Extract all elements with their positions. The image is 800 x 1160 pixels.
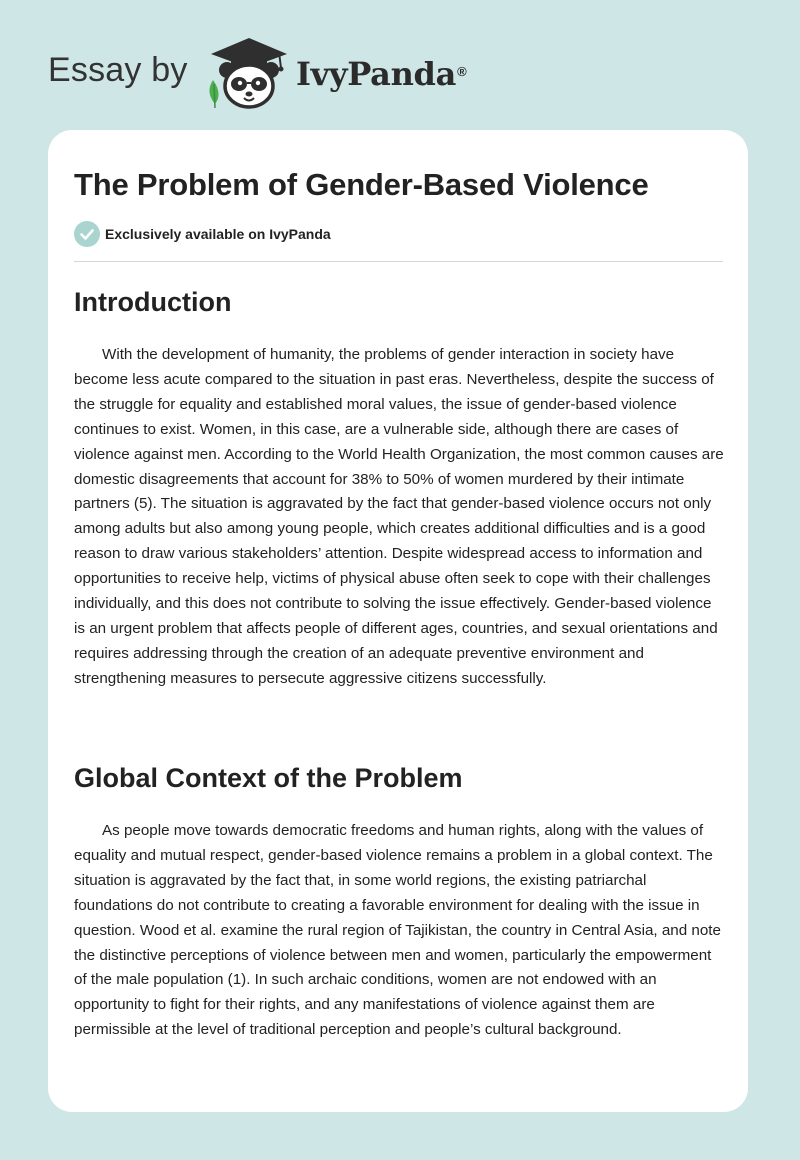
essay-card: [48, 130, 748, 1112]
site-header: [0, 0, 800, 130]
brand-name[interactable]: [296, 54, 466, 94]
introduction-paragraph: With the development of humanity, the problems of gender interaction in society have become less acute compared to the situation in past eras. Nevertheless, despite the success of the struggle for equality and established moral values, the issue of gender-based violence continues to exist. Women, in this case, are a vulnerable side, although there are cases of violence against men. According to the World Health Organization, the most common causes are domestic disagreements that account for 38% to 50% of women murdered by their intimate partners (5). The situation is aggravated by the fact that gender-based violence occurs not only among adults but also among young people, which creates additional difficulties and is a good reason to draw various stakeholders’ attention. Despite widespread access to information and opportunities to receive help, victims of physical abuse often seek to cope with their challenges individually, and this does not contribute to solving the issue effectively. Gender-based violence is an urgent problem that affects people of different ages, countries, and sexual orientations and requires addressing through the creation of an adequate preventive environment and strengthening measures to persecute aggressive citizens successfully.: [74, 346, 724, 687]
page-title: The Problem of Gender-Based Violence: [74, 167, 649, 202]
section-heading-global-context: Global Context of the Problem: [74, 763, 463, 793]
check-circle-icon: [74, 221, 100, 247]
exclusive-badge: [74, 221, 331, 247]
panda-logo-icon[interactable]: [203, 34, 295, 110]
section-heading-introduction: Introduction: [74, 287, 232, 317]
essay-by-label: Essay by: [48, 51, 188, 89]
title-divider: [74, 261, 723, 262]
global-context-paragraph: As people move towards democratic freedoms and human rights, along with the values of equality and mutual respect, gender-based violence remains a problem in a global context. The situation is aggravated by the fact that, in some world regions, the existing patriarchal foundations do not contribute to creating a favorable environment for dealing with the issue in question. Wood et al. examine the rural region of Tajikistan, the country in Central Asia, and note the distinctive perceptions of violence between men and women, particularly the empowerment of the male population (1). In such archaic conditions, women are not endowed with an opportunity to fight for their rights, and any manifestations of violence against them are permissible at the level of traditional perception and people’s cultural background.: [74, 822, 721, 1039]
registered-mark: ®: [457, 64, 467, 79]
exclusive-label: Exclusively available on IvyPanda: [105, 226, 331, 242]
brand-text: IvyPanda: [296, 55, 457, 93]
